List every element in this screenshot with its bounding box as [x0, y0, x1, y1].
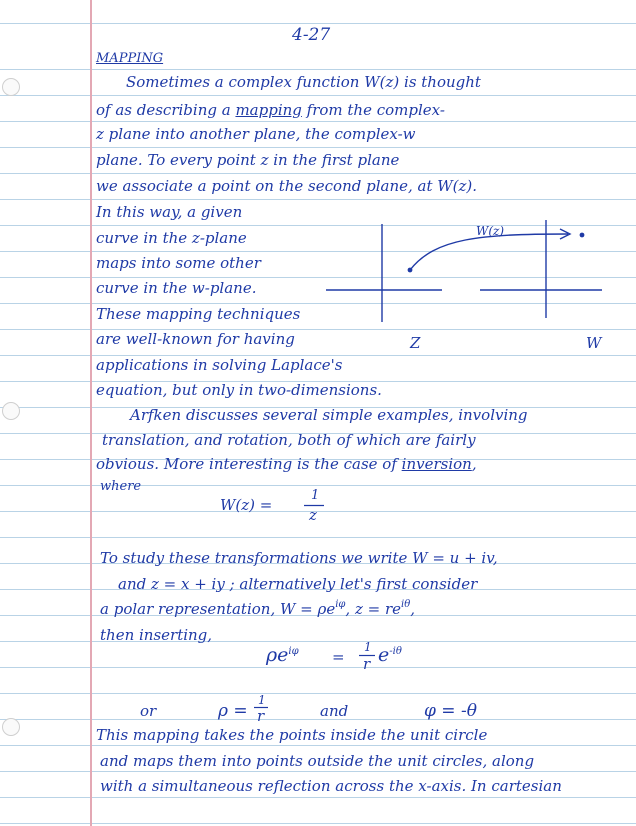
- binder-hole: [2, 718, 20, 736]
- text-line: of as describing a mapping from the complex-: [96, 101, 445, 119]
- text-line: and z = x + iy ; alternatively let's first consider: [118, 575, 478, 593]
- rho-lhs: ρ =: [218, 701, 248, 721]
- text-line: obvious. More interesting is the case of inversion,: [96, 455, 477, 473]
- text-line: where: [100, 479, 142, 494]
- z-point: [408, 268, 413, 273]
- phi-equation: φ = -θ: [424, 701, 477, 721]
- and-word: and: [320, 702, 349, 720]
- text-line: curve in the z-plane: [96, 229, 247, 247]
- text-line: with a simultaneous reflection across the x-axis. In cartesian: [100, 777, 562, 795]
- page-number: 4-27: [292, 25, 331, 45]
- margin-line: [90, 0, 92, 826]
- text-line: curve in the w-plane.: [96, 279, 257, 297]
- polar-rhs-base: e: [378, 644, 390, 666]
- inversion-numerator: 1: [311, 488, 320, 503]
- polar-z-exponent: iθ: [401, 599, 411, 610]
- arrow-label: W(z): [476, 224, 505, 238]
- text-line: maps into some other: [96, 254, 261, 272]
- polar-equals: =: [332, 648, 345, 666]
- inversion-denominator: z: [309, 506, 317, 524]
- polar-equation-lhs: [266, 646, 299, 668]
- text-line: we associate a point on the second plane, at W(z).: [96, 177, 478, 195]
- w-point: [580, 233, 585, 238]
- polar-w-form: a polar representation, W = ρe: [100, 600, 336, 618]
- polar-equation-rhs: [378, 646, 402, 668]
- w-plane-label: W: [586, 334, 602, 352]
- text-line: then inserting,: [100, 626, 213, 644]
- polar-w-exponent: iφ: [335, 599, 346, 610]
- rho-denominator: r: [257, 707, 265, 725]
- text-line: In this way, a given: [96, 203, 243, 221]
- text-line: are well-known for having: [96, 330, 295, 348]
- rho-numerator: 1: [258, 693, 266, 707]
- text-line: z plane into another plane, the complex-w: [96, 125, 416, 143]
- binder-hole: [2, 78, 20, 96]
- text-line: This mapping takes the points inside the unit circle: [96, 726, 488, 744]
- text-line: applications in solving Laplace's: [96, 356, 343, 374]
- text-line: and maps them into points outside the unit circles, along: [100, 752, 535, 770]
- mapping-figure: [320, 214, 620, 354]
- text-line: [100, 600, 415, 621]
- polar-numerator: 1: [364, 640, 372, 654]
- inversion-lhs: W(z) =: [220, 496, 273, 514]
- polar-lhs-exponent: iφ: [288, 646, 299, 657]
- text-line: Sometimes a complex function W(z) is thought: [126, 73, 481, 91]
- polar-z-form: , z = re: [345, 600, 401, 618]
- text-line: equation, but only in two-dimensions.: [96, 381, 382, 399]
- text-line: translation, and rotation, both of which are fairly: [102, 431, 476, 449]
- polar-comma: ,: [410, 600, 415, 618]
- text-line: plane. To every point z in the first plane: [96, 151, 400, 169]
- z-plane-label: Z: [410, 334, 421, 352]
- polar-rhs-exponent: -iθ: [389, 646, 402, 657]
- section-heading: MAPPING: [96, 51, 164, 66]
- or-word: or: [140, 702, 157, 720]
- text-line: To study these transformations we write W = u + iv,: [100, 549, 498, 567]
- binder-hole: [2, 402, 20, 420]
- text-line: Arfken discusses several simple examples, involving: [130, 406, 528, 424]
- polar-lhs-base: ρe: [266, 644, 289, 666]
- underlined-word: inversion: [401, 455, 472, 473]
- underlined-word: mapping: [235, 101, 302, 119]
- text-line: These mapping techniques: [96, 305, 301, 323]
- polar-denominator: r: [363, 655, 371, 673]
